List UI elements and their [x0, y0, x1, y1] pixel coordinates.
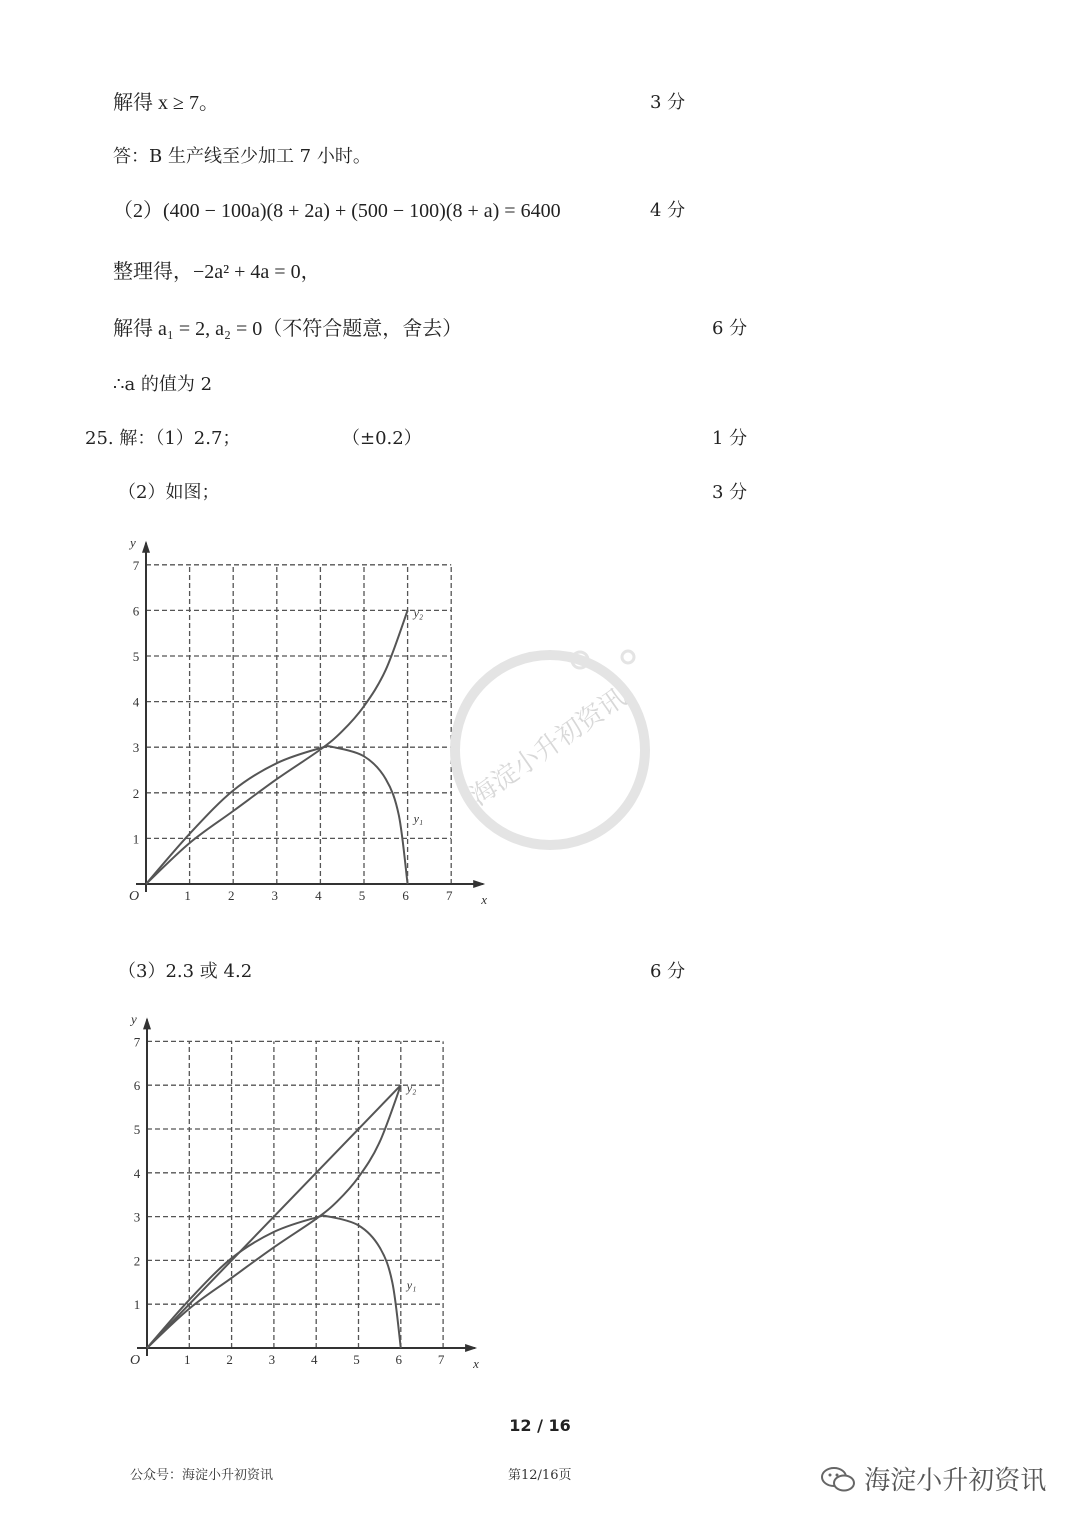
- x-tick-label: 3: [271, 888, 279, 903]
- solution-line-1: 解得 x ≥ 7。: [113, 92, 219, 114]
- q25-line: 25. 解：（1）2.7；: [85, 428, 241, 449]
- y-tick-label: 5: [132, 649, 140, 664]
- x-axis-arrow: [465, 1344, 477, 1352]
- footer-center: 第12/16页: [508, 1468, 572, 1483]
- x-axis-label: x: [473, 1356, 479, 1371]
- y-tick-label: 2: [133, 1253, 141, 1269]
- x-tick-label: 6: [402, 888, 409, 903]
- y-tick-label: 6: [133, 1078, 141, 1094]
- x-tick-label: 1: [184, 888, 191, 903]
- origin-label: O: [129, 1353, 141, 1368]
- x-tick-label: 7: [445, 888, 453, 903]
- y-tick-label: 5: [133, 1122, 141, 1137]
- footer-brand-text: 海淀小升初资讯: [864, 1466, 1047, 1496]
- wechat-icon: [820, 1465, 856, 1493]
- page-number: 12 / 16: [509, 1416, 571, 1435]
- simplify-line: 整理得，−2a² + 4a = 0，: [113, 261, 321, 283]
- x-tick-label: 4: [315, 888, 322, 903]
- y-tick-label: 6: [132, 603, 140, 619]
- y-tick-label: 7: [132, 557, 140, 573]
- y-tick-label: 3: [132, 740, 140, 756]
- watermark-seal: [440, 620, 660, 860]
- x-axis-arrow: [473, 880, 485, 888]
- q25-part2-line: （2）如图；: [118, 482, 220, 503]
- score-line-8: 3 分: [712, 482, 748, 503]
- series-label: y₂: [406, 1080, 417, 1095]
- y-axis-label: y: [130, 534, 136, 550]
- x-tick-label: 3: [268, 1352, 276, 1367]
- q25-part3-line: （3）2.3 或 4.2: [118, 961, 253, 982]
- watermark-text: 海淀小升初资讯: [465, 683, 632, 813]
- series-line: [147, 1085, 401, 1348]
- x-tick-label: 4: [310, 1352, 318, 1367]
- y-axis-arrow: [142, 541, 150, 553]
- series-label: y₂: [413, 606, 424, 621]
- x-tick-label: 6: [395, 1352, 403, 1367]
- q25-tolerance: （±0.2）: [342, 428, 422, 449]
- answer-line: 答：B 生产线至少加工 7 小时。: [113, 146, 371, 167]
- equation-line: （2）(400 − 100a)(8 + 2a) + (500 − 100)(8 + a) = 6400: [113, 200, 561, 222]
- y-tick-label: 4: [132, 694, 140, 710]
- y-axis-arrow: [143, 1017, 151, 1029]
- score-line-9: 6 分: [650, 961, 686, 982]
- x-tick-label: 5: [353, 1352, 360, 1367]
- x-tick-label: 2: [227, 888, 235, 903]
- score-line-5: 6 分: [712, 318, 748, 339]
- y-tick-label: 2: [132, 785, 140, 801]
- y-tick-label: 3: [133, 1209, 141, 1225]
- x-tick-label: 2: [226, 1352, 233, 1367]
- x-tick-label: 1: [184, 1352, 191, 1367]
- conclusion-line: ∴a 的值为 2: [113, 374, 213, 395]
- roots-line: 解得 a₁ = 2, a₂ = 0（不符合题意，舍去）: [113, 318, 463, 340]
- x-axis-label: x: [481, 892, 487, 907]
- origin-label: O: [128, 889, 140, 904]
- series-label: y₁: [413, 811, 424, 826]
- score-line-7: 1 分: [712, 428, 748, 449]
- x-tick-label: 7: [437, 1352, 445, 1367]
- y-tick-label: 1: [133, 1297, 141, 1313]
- y-tick-label: 7: [133, 1034, 141, 1050]
- y-axis-label: y: [131, 1011, 137, 1027]
- footer-left: 公众号：海淀小升初资讯: [130, 1468, 274, 1483]
- score-line-3: 4 分: [650, 200, 686, 221]
- x-tick-label: 5: [358, 888, 366, 903]
- y-tick-label: 4: [133, 1165, 141, 1181]
- footer-brand: [820, 1460, 1046, 1497]
- series-label: y₁: [406, 1277, 417, 1292]
- y-tick-label: 1: [132, 831, 140, 847]
- score-line-1: 3 分: [650, 92, 686, 113]
- graph-2: [110, 1008, 480, 1386]
